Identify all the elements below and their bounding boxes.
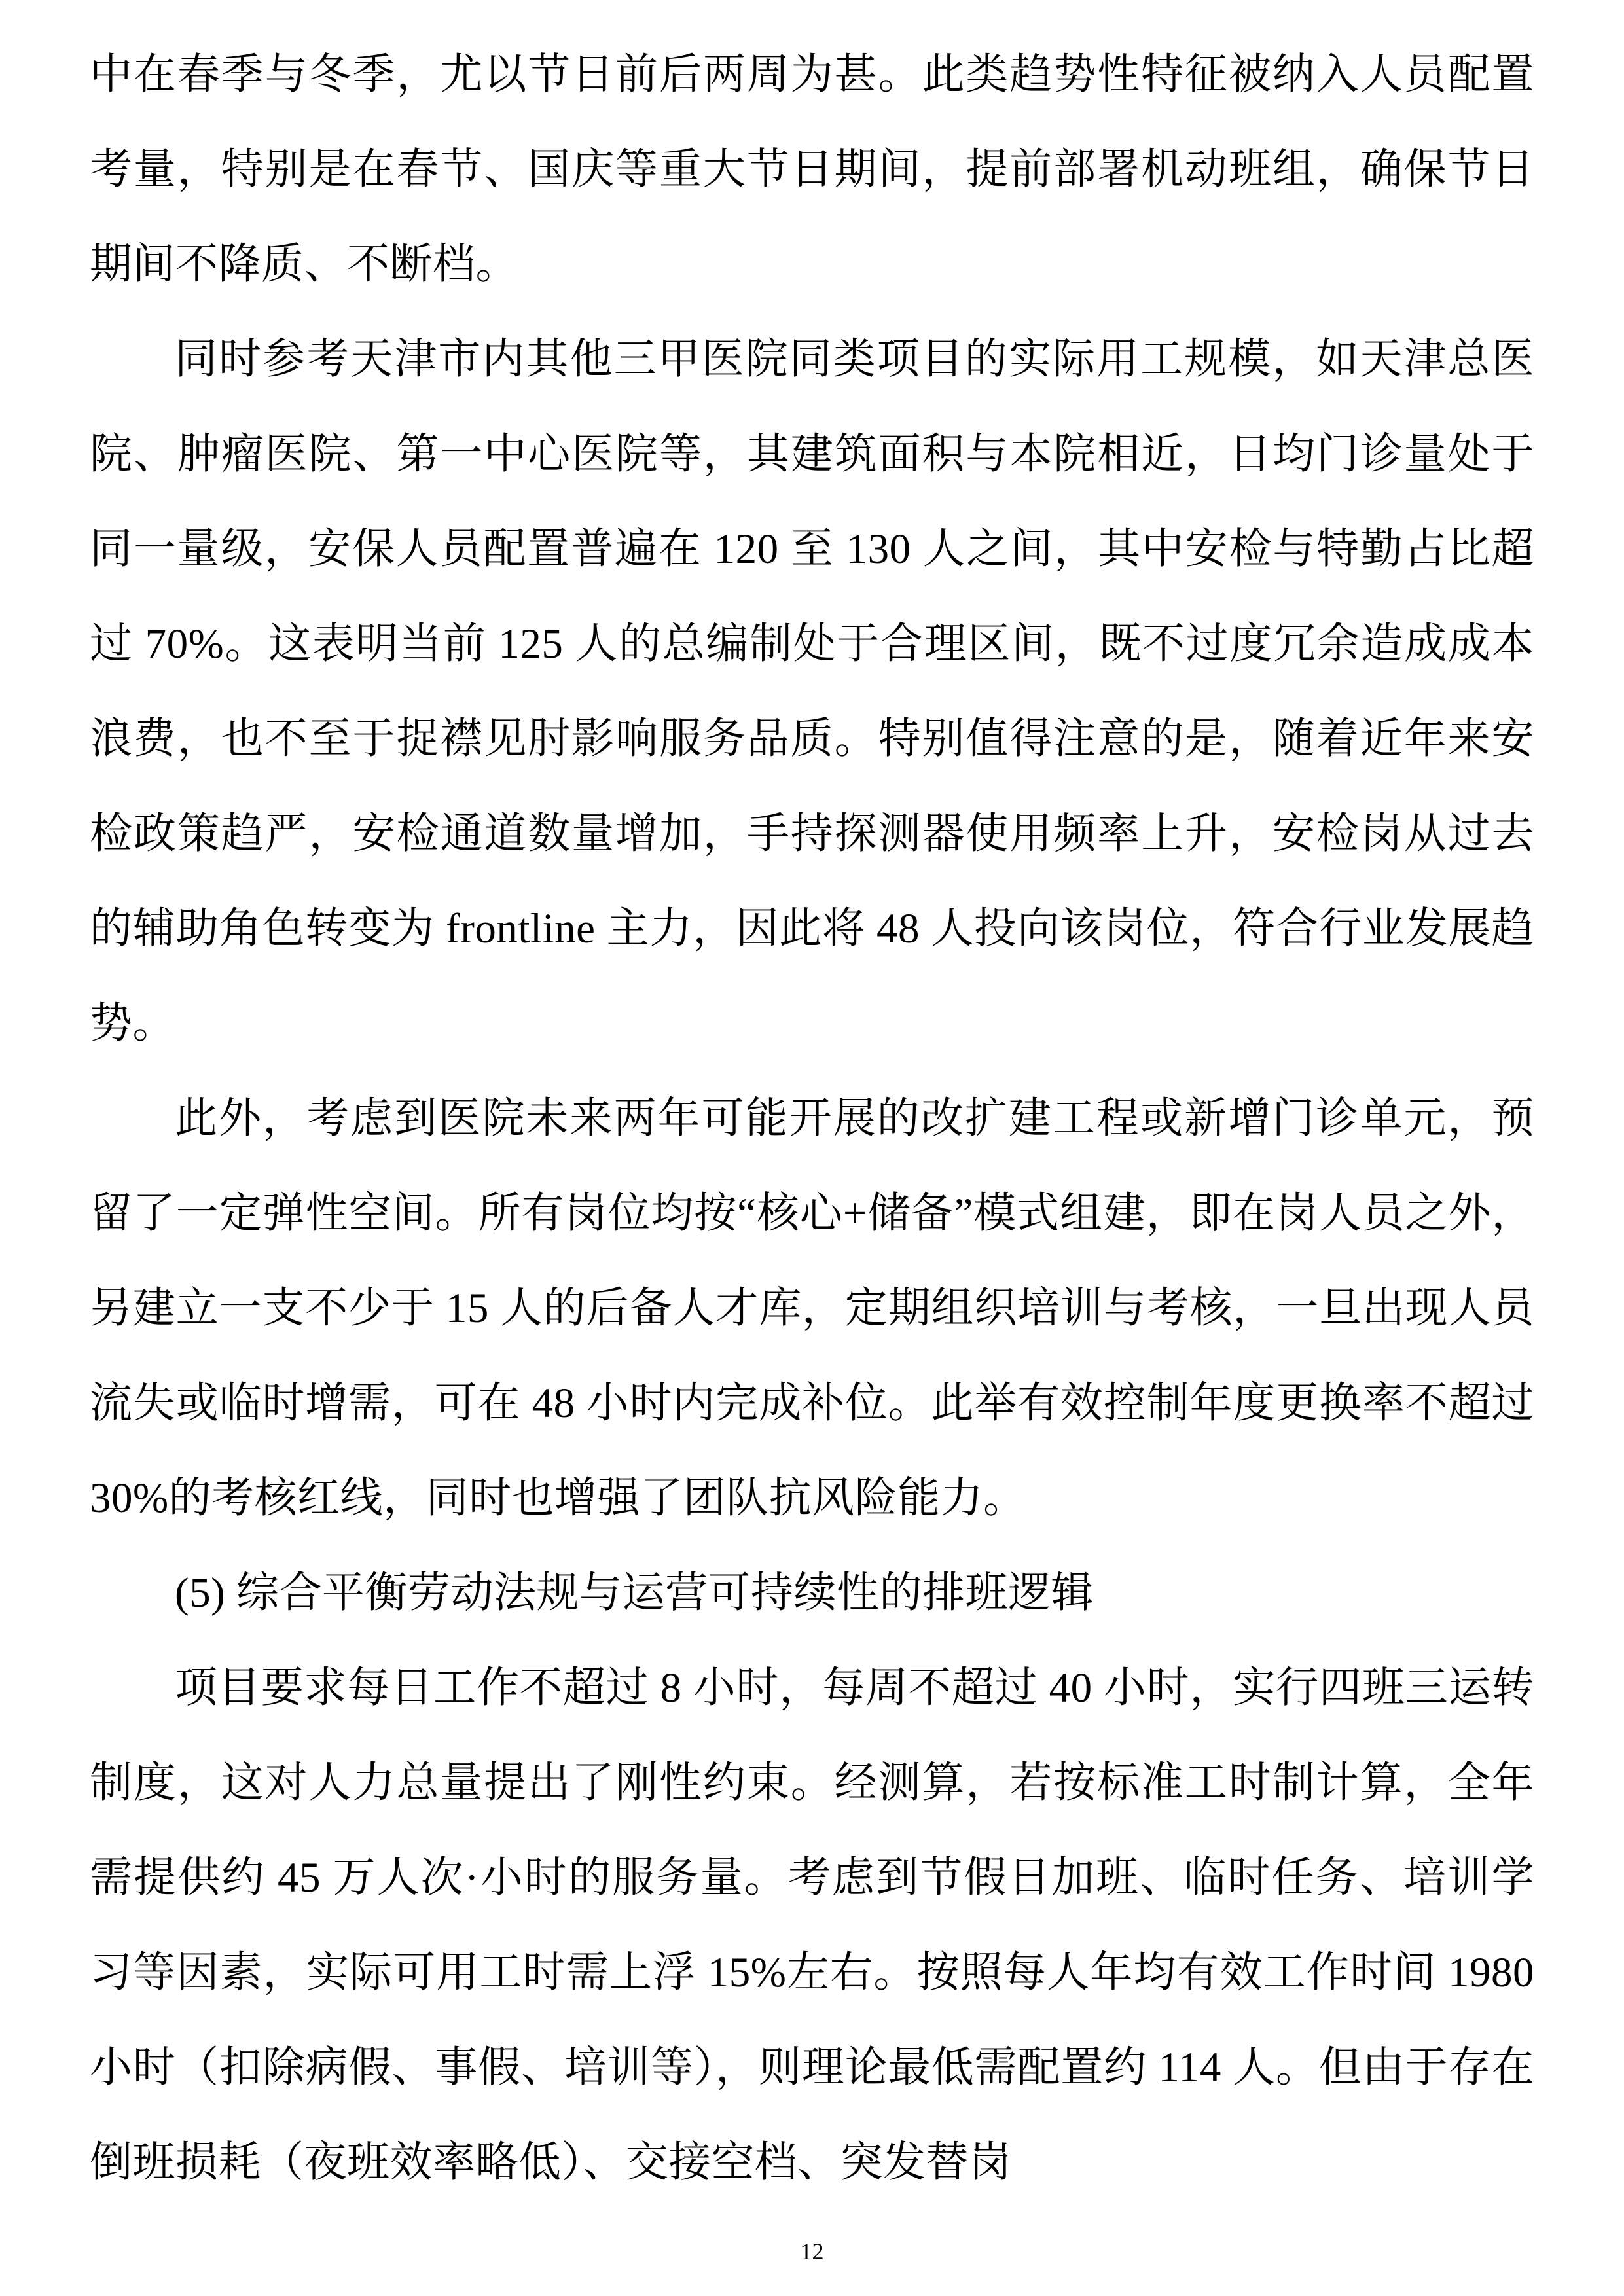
paragraph-scheduling-logic: 项目要求每日工作不超过 8 小时，每周不超过 40 小时，实行四班三运转制度，这对人力总量提出了刚性约束。经测算，若按标准工时制计算，全年需提供约 45 万人次·小时的服务量。考虑到节假日加班、临时任务、培训学习等因素，实际可用工时需上浮 15%左右。按照每人年均有效工作时间 1980 小时（扣除病假、事假、培训等），则理论最低需配置约 114 人。但由于存在倒班损耗（夜班效率略低）、交接空档、突发替岗	[90, 1664, 1534, 2186]
section-heading-5: (5) 综合平衡劳动法规与运营可持续性的排班逻辑	[175, 1570, 1094, 1617]
paragraph-reserve-pool: 此外，考虑到医院未来两年可能开展的改扩建工程或新增门诊单元，预留了一定弹性空间。所有岗位均按“核心+储备”模式组建，即在岗人员之外，另建立一支不少于 15 人的后备人才库，定期组织培训与考核，一旦出现人员流失或临时增需，可在 48 小时内完成补位。此举有效控制年度更换率不超过 30%的考核红线，同时也增强了团队抗风险能力。	[90, 1095, 1534, 1522]
document-body	[90, 27, 1534, 2210]
paragraph-benchmark-comparison: 同时参考天津市内其他三甲医院同类项目的实际用工规模，如天津总医院、肿瘤医院、第一中心医院等，其建筑面积与本院相近，日均门诊量处于同一量级，安保人员配置普遍在 120 至 130 人之间，其中安检与特勤占比超过 70%。这表明当前 125 人的总编制处于合理区间，既不过度冗余造成成本浪费，也不至于捉襟见肘影响服务品质。特别值得注意的是，随着近年来安检政策趋严，安检通道数量增加，手持探测器使用频率上升，安检岗从过去的辅助角色转变为 frontline 主力，因此将 48 人投向该岗位，符合行业发展趋势。	[90, 336, 1534, 1047]
page-number: 12	[800, 2238, 824, 2265]
paragraph-continuation: 中在春季与冬季，尤以节日前后两周为甚。此类趋势性特征被纳入人员配置考量，特别是在春节、国庆等重大节日期间，提前部署机动班组，确保节日期间不降质、不断档。	[90, 51, 1534, 288]
